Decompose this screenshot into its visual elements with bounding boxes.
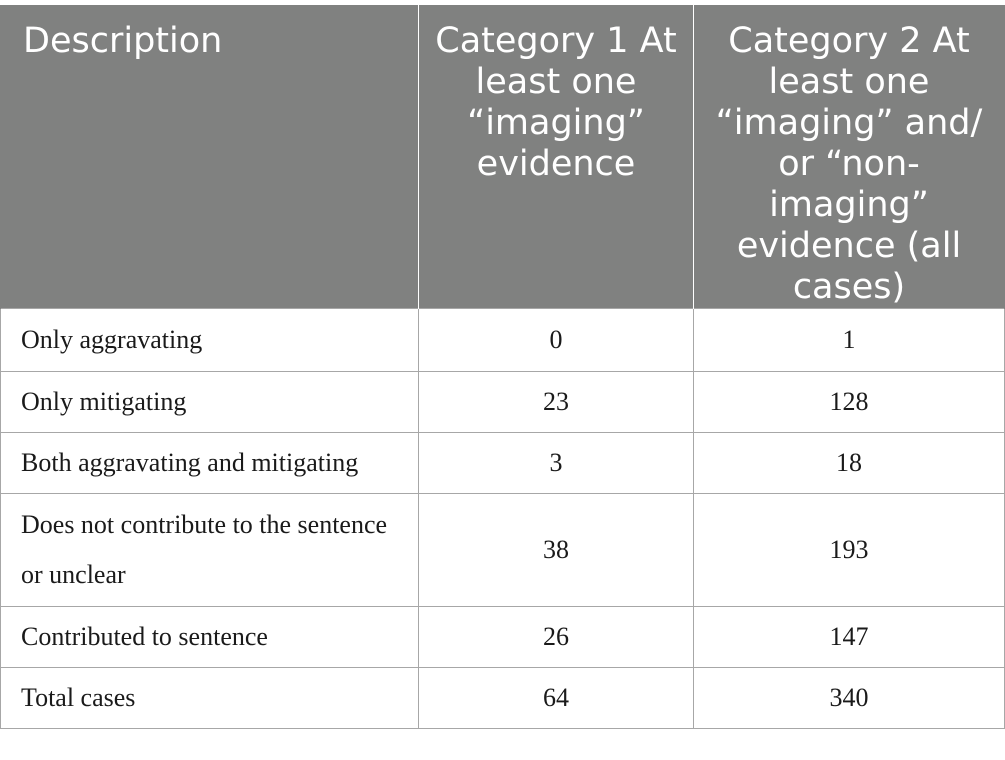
data-table — [0, 5, 1005, 729]
row-category-2-value: 147 — [694, 607, 1005, 668]
row-description: Only aggravating — [1, 309, 419, 372]
row-category-1-value: 26 — [419, 607, 694, 668]
row-category-1-value: 64 — [419, 668, 694, 729]
row-description: Only mitigating — [1, 372, 419, 433]
table-row — [1, 494, 1005, 607]
table-row — [1, 372, 1005, 433]
row-category-2-value: 1 — [694, 309, 1005, 372]
table-row — [1, 309, 1005, 372]
row-category-2-value: 193 — [694, 494, 1005, 607]
header-category-1: Category 1 At least one “imaging” evidence — [419, 5, 694, 309]
row-category-1-value: 0 — [419, 309, 694, 372]
table-row — [1, 607, 1005, 668]
row-category-2-value: 128 — [694, 372, 1005, 433]
row-description: Total cases — [1, 668, 419, 729]
row-description: Does not contribute to the sentence or unclear — [1, 494, 419, 607]
row-category-2-value: 18 — [694, 433, 1005, 494]
row-category-1-value: 3 — [419, 433, 694, 494]
table-body — [1, 309, 1005, 729]
header-row — [1, 5, 1005, 309]
row-description: Contributed to sentence — [1, 607, 419, 668]
table-header — [1, 5, 1005, 309]
table-row — [1, 433, 1005, 494]
table-row — [1, 668, 1005, 729]
row-category-2-value: 340 — [694, 668, 1005, 729]
row-category-1-value: 38 — [419, 494, 694, 607]
header-description: Description — [1, 5, 419, 309]
row-description: Both aggravating and mitigating — [1, 433, 419, 494]
row-category-1-value: 23 — [419, 372, 694, 433]
header-category-2: Category 2 At least one “imaging” and/ or “non-imaging” evidence (all cases) — [694, 5, 1005, 309]
